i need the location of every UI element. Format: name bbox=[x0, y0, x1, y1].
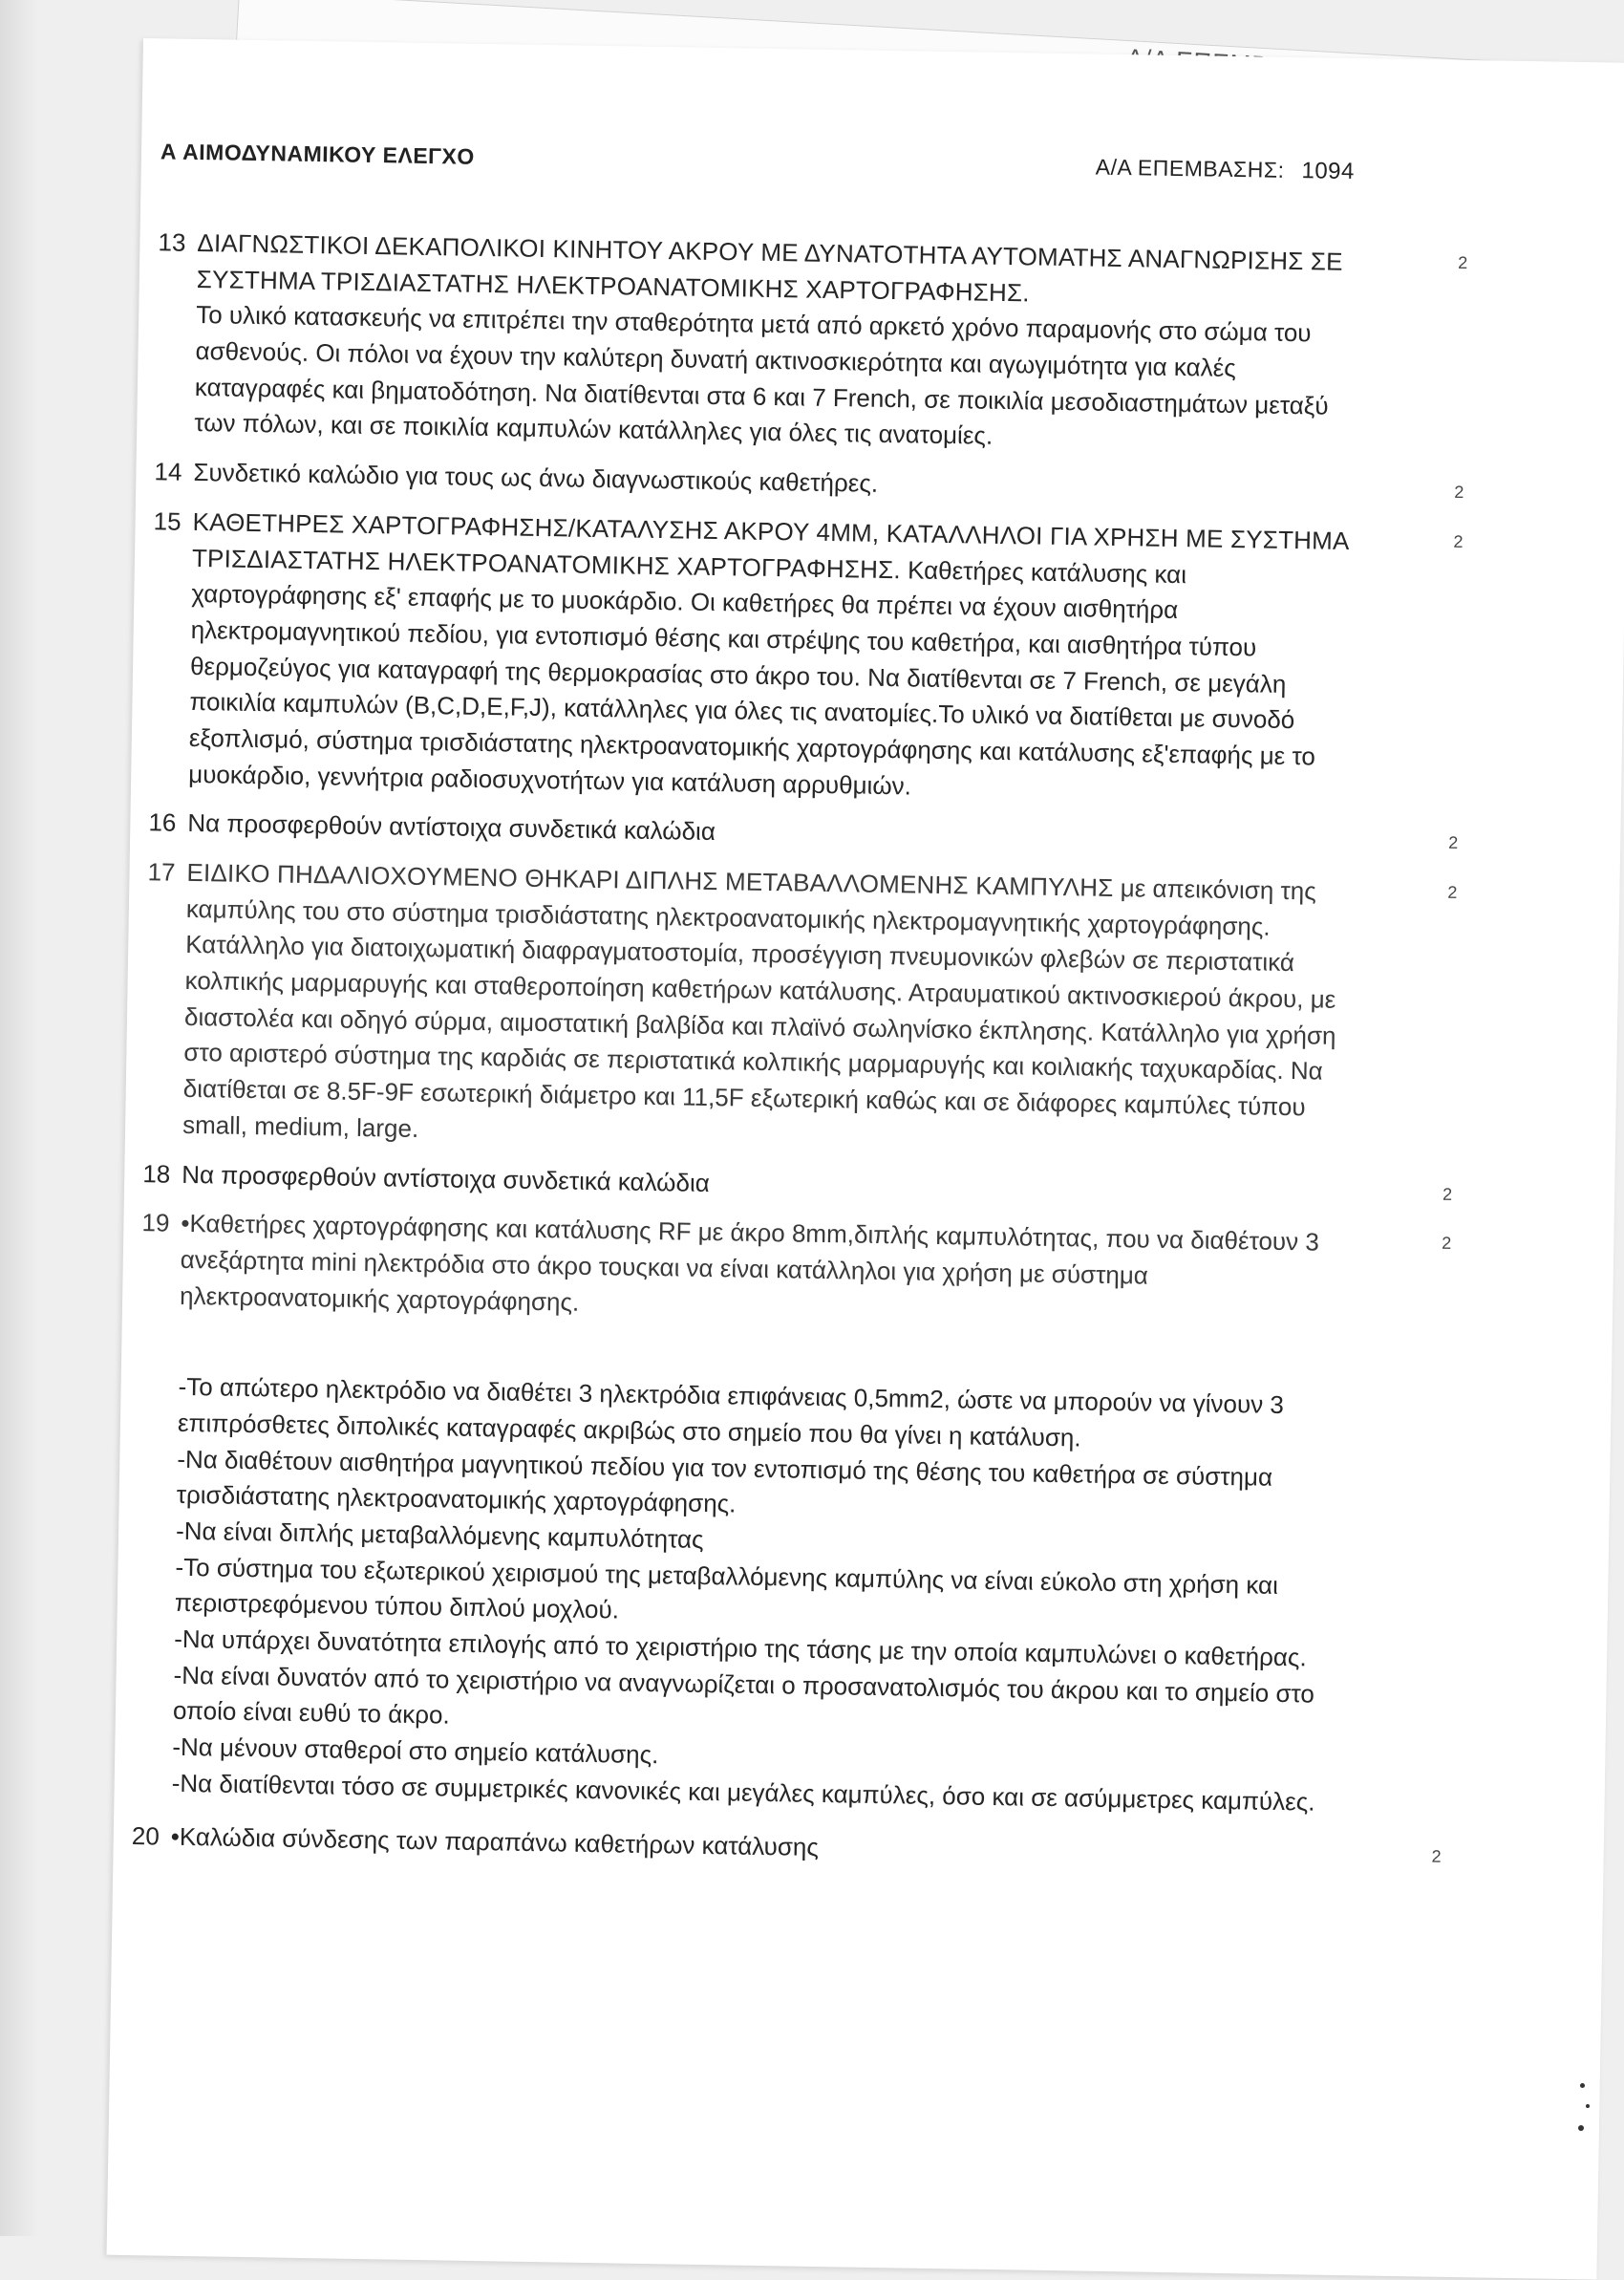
scan-specks bbox=[1576, 2083, 1595, 2140]
list-item bbox=[113, 1818, 1441, 1876]
item-19-specifications bbox=[114, 1368, 1448, 1822]
item-number: 20 bbox=[131, 1820, 160, 1851]
item-number: 13 bbox=[158, 227, 186, 257]
document-page bbox=[107, 38, 1624, 2280]
list-item bbox=[130, 805, 1458, 863]
item-number: 19 bbox=[141, 1208, 170, 1237]
item-description: •Καθετήρες χαρτογράφησης και κατάλυσης RF με άκρο 8mm,διπλής καμπυλότητας, που να διαθέτουν 3 ανεξάρτητα mini ηλεκτρόδια στο άκρο τουςκαι να είναι κατάλληλοι για χρήση με σύστημα ηλεκτροανατομικής χαρτογράφησης. bbox=[179, 1209, 1320, 1317]
item-description: •Καλώδια σύνδεσης των παραπάνω καθετήρων κατάλυσης bbox=[170, 1821, 820, 1861]
scan-edge-shadow bbox=[0, 0, 38, 2236]
item-quantity: 2 bbox=[1442, 1184, 1453, 1204]
item-quantity: 2 bbox=[1458, 252, 1468, 273]
item-number: 17 bbox=[147, 857, 176, 887]
item-list bbox=[113, 225, 1467, 1889]
item-number: 15 bbox=[153, 506, 182, 536]
item-title: ΚΑΘΕΤΗΡΕΣ ΧΑΡΤΟΓΡΑΦΗΣΗΣ/ΚΑΤΑΛΥΣΗΣ ΑΚΡΟΥ 4ΜΜ, ΚΑΤΑΛΛΗΛΟΙ ΓΙΑ ΧΡΗΣΗ ΜΕ ΣΥΣΤΗΜΑ ΤΡΙΣΔΙΑΣΤΑΤΗΣ ΗΛΕΚΤΡΟΑΝΑΤΟΜΙΚΗΣ ΧΑΡΤΟΓΡΑΦΗΣΗΣ. bbox=[191, 506, 1349, 584]
item-number: 14 bbox=[154, 457, 182, 486]
list-item bbox=[125, 854, 1458, 1165]
item-description: Το υλικό κατασκευής να επιτρέπει την σταθερότητα μετά από αρκετό χρόνο παραμονής στο σώμα του ασθενούς. Οι πόλοι να έχουν την καλύτερη δυνατή ακτινοσκιερότητα και αγωγιμότητα για καλές καταγραφές και βηματοδότηση. Να διατίθενται στα 6 και 7 French, σε ποικιλία μεσοδιαστημάτων μεταξύ των πόλων, και σε ποικιλία καμπυλών κατάλληλες για όλες τις ανατομίες. bbox=[194, 300, 1329, 451]
item-description: Συνδετικό καλώδιο για τους ως άνω διαγνωστικούς καθετήρες. bbox=[193, 458, 879, 498]
list-item bbox=[122, 1205, 1452, 1335]
spec-line: -Να υπάρχει δυνατότητα επιλογής από το χειριστήριο της τάσης με την οποία καμπυλώνει ο καθετήρας. bbox=[173, 1624, 1307, 1672]
list-item bbox=[124, 1155, 1452, 1214]
spec-line: -Να μένουν σταθεροί στο σημείο κατάλυσης. bbox=[172, 1732, 659, 1770]
page-header bbox=[160, 139, 1356, 185]
page-title: Α ΑΙΜΟΔΥΝΑΜΙΚΟΥ ΕΛΕΓΧΟ bbox=[160, 139, 475, 169]
item-title: ΔΙΑΓΝΩΣΤΙΚΟΙ ΔΕΚΑΠΟΛΙΚΟΙ ΚΙΝΗΤΟΥ ΑΚΡΟΥ ΜΕ ΔΥΝΑΤΟΤΗΤΑ ΑΥΤΟΜΑΤΗΣ ΑΝΑΓΝΩΡΙΣΗΣ ΣΕ ΣΥΣΤΗΜΑ ΤΡΙΣΔΙΑΣΤΑΤΗΣ ΗΛΕΚΤΡΟΑΝΑΤΟΜΙΚΗΣ ΧΑΡΤΟΓΡΑΦΗΣΗΣ. bbox=[196, 227, 1343, 308]
item-quantity: 2 bbox=[1442, 1233, 1452, 1254]
spec-line: -Να διατίθενται τόσο σε συμμετρικές κανονικές και μεγάλες καμπύλες, όσο και σε ασύμμετρες καμπύλες. bbox=[171, 1768, 1315, 1817]
list-item bbox=[137, 225, 1468, 462]
item-description: Να προσφερθούν αντίστοιχα συνδετικά καλώδια bbox=[182, 1159, 711, 1197]
spec-line: -Το σύστημα του εξωτερικού χειρισμού της μεταβαλλόμενης καμπύλης να είναι εύκολο στη χρήση και περιστρεφόμενου τύπου διπλού μοχλού. bbox=[174, 1552, 1279, 1624]
list-item bbox=[136, 454, 1464, 512]
item-number: 16 bbox=[148, 807, 177, 837]
spec-line: -Το απώτερο ηλεκτρόδιο να διαθέτει 3 ηλεκτρόδια επιφάνειας 0,5mm2, ώστε να μπορούν να γίνουν 3 επιπρόσθετες διπολικές καταγραφές ακριβώς στο σημείο που θα γίνει η κατάλυση. bbox=[177, 1372, 1285, 1452]
item-quantity: 2 bbox=[1448, 833, 1459, 853]
item-description: Να προσφερθούν αντίστοιχα συνδετικά καλώδια bbox=[187, 808, 716, 847]
item-description: με απεικόνιση της καμπύλης του στο σύστημα τρισδιάστατης ηλεκτροανατομικής ηλεκτρομαγνητικής χαρτογράφησης. Κατάλληλο για διατοιχωματική διαφραγματοστομία, προσέγγιση πνευμονικών φλεβών σε περιστατικά κολπικής μαρμαρυγής και σταθεροποίηση καθετήρων κατάλυσης. Ατραυματικού ακτινοσκιερού άκρου, με διαστολέα και οδηγό σύρμα, αιμοστατική βαλβίδα και πλαϊνό σωληνίσκο έκπλησης. Κατάλληλο για χρήση στο αριστερό σύστημα της καρδιάς σε περιστατικά κολπικής μαρμαρυγής και κοιλιακής ταχυκαρδίας. Να διατίθεται σε 8.5F-9F εσωτερική διάμετρο και 11,5F εξωτερική καθώς και σε διάφορες καμπύλες τύπου small, medium, large. bbox=[182, 873, 1336, 1143]
procedure-reference-label: Α/Α ΕΠΕΜΒΑΣΗΣ: bbox=[1095, 154, 1285, 183]
spec-line: -Να διαθέτουν αισθητήρα μαγνητικού πεδίου για τον εντοπισμό της θέσης του καθετήρα σε σύστημα τρισδιάστατης ηλεκτροανατομικής χαρτογράφησης. bbox=[176, 1444, 1273, 1518]
item-number: 18 bbox=[142, 1158, 171, 1189]
item-quantity: 2 bbox=[1431, 1846, 1442, 1866]
item-description: Καθετήρες κατάλυσης και χαρτογράφησης εξ' επαφής με το μυοκάρδιο. Οι καθετήρες θα πρέπει να έχουν αισθητήρα ηλεκτρομαγνητικού πεδίου, για εντοπισμό θέσης και στρέψης του καθετήρα, και αισθητήρα τύπου θερμοζεύγος για καταγραφή της θερμοκρασίας στο άκρο του. Να διατίθενται σε 7 French, σε μεγάλη ποικιλία καμπυλών (B,C,D,E,F,J), κατάλληλες για όλες τις ανατομίες.Το υλικό να διατίθεται με συνοδό εξοπλισμό, σύστημα τρισδιάστατης ηλεκτροανατομικής χαρτογράφησης και κατάλυσης εξ'επαφής με το μυοκάρδιο, γεννήτρια ραδιοσυχνοτήτων για κατάλυση αρρυθμιών. bbox=[187, 554, 1316, 801]
procedure-reference-number: 1094 bbox=[1301, 158, 1356, 185]
item-quantity: 2 bbox=[1453, 531, 1464, 551]
item-quantity: 2 bbox=[1447, 882, 1458, 902]
list-item bbox=[131, 504, 1464, 814]
spec-line: -Να είναι διπλής μεταβαλλόμενης καμπυλότητας bbox=[175, 1516, 704, 1554]
procedure-reference bbox=[1096, 155, 1356, 185]
spec-line: -Να είναι δυνατόν από το χειριστήριο να αναγνωρίζεται ο προσανατολισμός του άκρου και το σημείο στο οποίο είναι ευθύ το άκρο. bbox=[172, 1660, 1315, 1730]
item-quantity: 2 bbox=[1454, 482, 1464, 503]
item-title: ΕΙΔΙΚΟ ΠΗΔΑΛΙΟΧΟΥΜΕΝΟ ΘΗΚΑΡΙ ΔΙΠΛΗΣ ΜΕΤΑΒΑΛΛΟΜΕΝΗΣ ΚΑΜΠΥΛΗΣ bbox=[186, 857, 1114, 902]
